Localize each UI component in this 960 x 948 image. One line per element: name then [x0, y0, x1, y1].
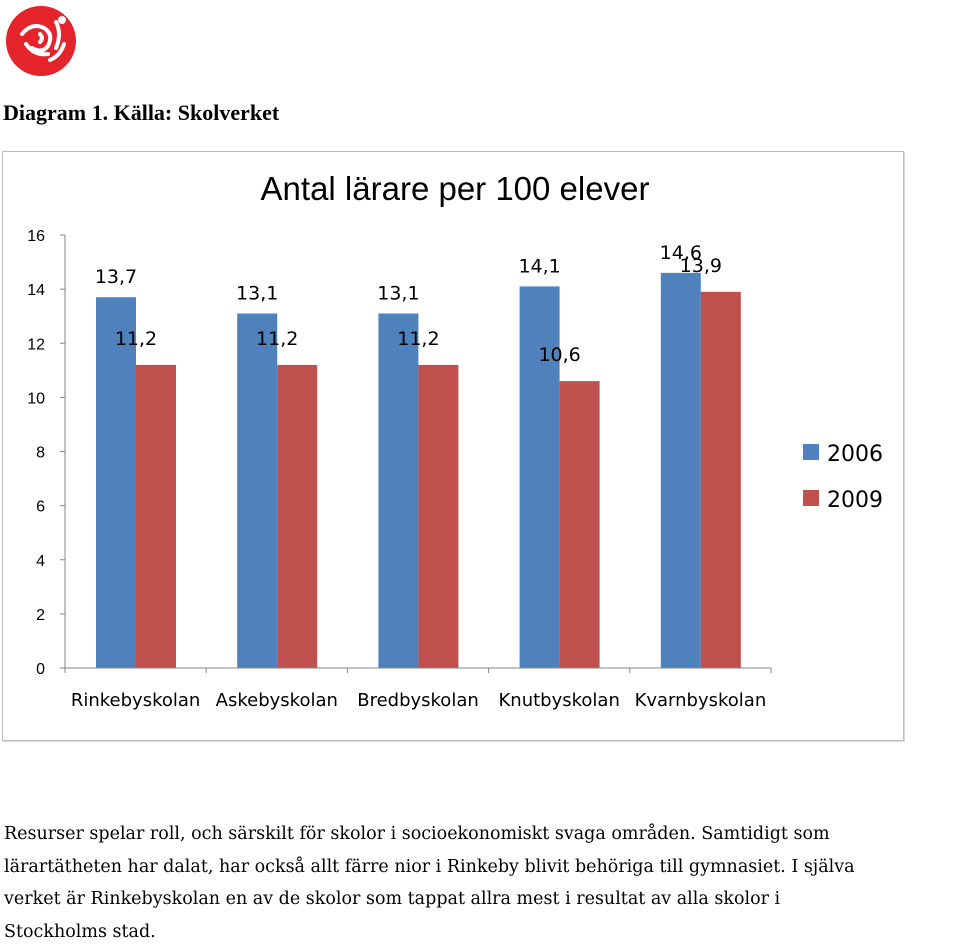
rose-logo: [4, 4, 78, 78]
body-text: [4, 818, 959, 948]
data-label-2006: 14,6: [660, 242, 702, 264]
y-axis: [27, 228, 65, 678]
body-line: Resurser spelar roll, och särskilt för skolor i socioekonomiskt svaga områden. Samtidigt som: [4, 818, 959, 851]
x-tick-label: Askebyskolan: [216, 690, 338, 711]
y-tick-label: 2: [36, 607, 45, 624]
legend-swatch-2006: [803, 444, 819, 460]
y-tick-label: 10: [27, 390, 45, 407]
bar-2006: [378, 313, 418, 668]
data-label-2006: 13,1: [377, 282, 419, 304]
x-tick-label: Rinkebyskolan: [71, 690, 200, 711]
bar-2009: [136, 365, 176, 668]
data-label-2006: 13,7: [95, 266, 137, 288]
data-labels: [95, 242, 722, 366]
y-tick-label: 8: [36, 445, 45, 462]
data-label-2006: 13,1: [236, 282, 278, 304]
legend-label-2009: 2009: [827, 488, 883, 513]
x-axis: [65, 668, 771, 711]
bar-2009: [560, 381, 600, 668]
bar-chart: [3, 152, 903, 740]
data-label-2009: 11,2: [256, 328, 298, 350]
data-label-2009: 10,6: [538, 344, 580, 366]
y-tick-label: 12: [27, 336, 45, 353]
bar-2009: [701, 292, 741, 668]
y-tick-label: 16: [27, 228, 45, 245]
body-line: lärartätheten har dalat, har också allt färre nior i Rinkeby blivit behöriga till gymnasiet. I själva: [4, 851, 959, 884]
bar-2006: [96, 297, 136, 668]
figure-caption: Diagram 1. Källa: Skolverket: [3, 100, 279, 126]
legend-label-2006: 2006: [827, 442, 883, 467]
y-tick-label: 14: [27, 282, 45, 299]
legend: [803, 442, 883, 513]
y-tick-label: 6: [36, 499, 45, 516]
chart-frame: [2, 151, 904, 741]
y-tick-label: 4: [36, 553, 45, 570]
x-tick-label: Kvarnbyskolan: [635, 690, 767, 711]
data-label-2009: 11,2: [115, 328, 157, 350]
body-line: Stockholms stad.: [4, 916, 959, 948]
chart-title: Antal lärare per 100 elever: [261, 170, 650, 207]
y-tick-label: 0: [36, 661, 45, 678]
bar-2006: [237, 313, 277, 668]
x-tick-label: Knutbyskolan: [499, 690, 620, 711]
bar-2009: [277, 365, 317, 668]
data-label-2009: 13,9: [680, 255, 722, 277]
data-label-2009: 11,2: [397, 328, 439, 350]
data-label-2006: 14,1: [518, 255, 560, 277]
body-line: verket är Rinkebyskolan en av de skolor som tappat allra mest i resultat av alla skolor i: [4, 883, 959, 916]
legend-swatch-2009: [803, 490, 819, 506]
x-tick-label: Bredbyskolan: [357, 690, 479, 711]
bar-2006: [661, 273, 701, 668]
rose-logo-dot: [58, 16, 66, 24]
bar-2009: [418, 365, 458, 668]
